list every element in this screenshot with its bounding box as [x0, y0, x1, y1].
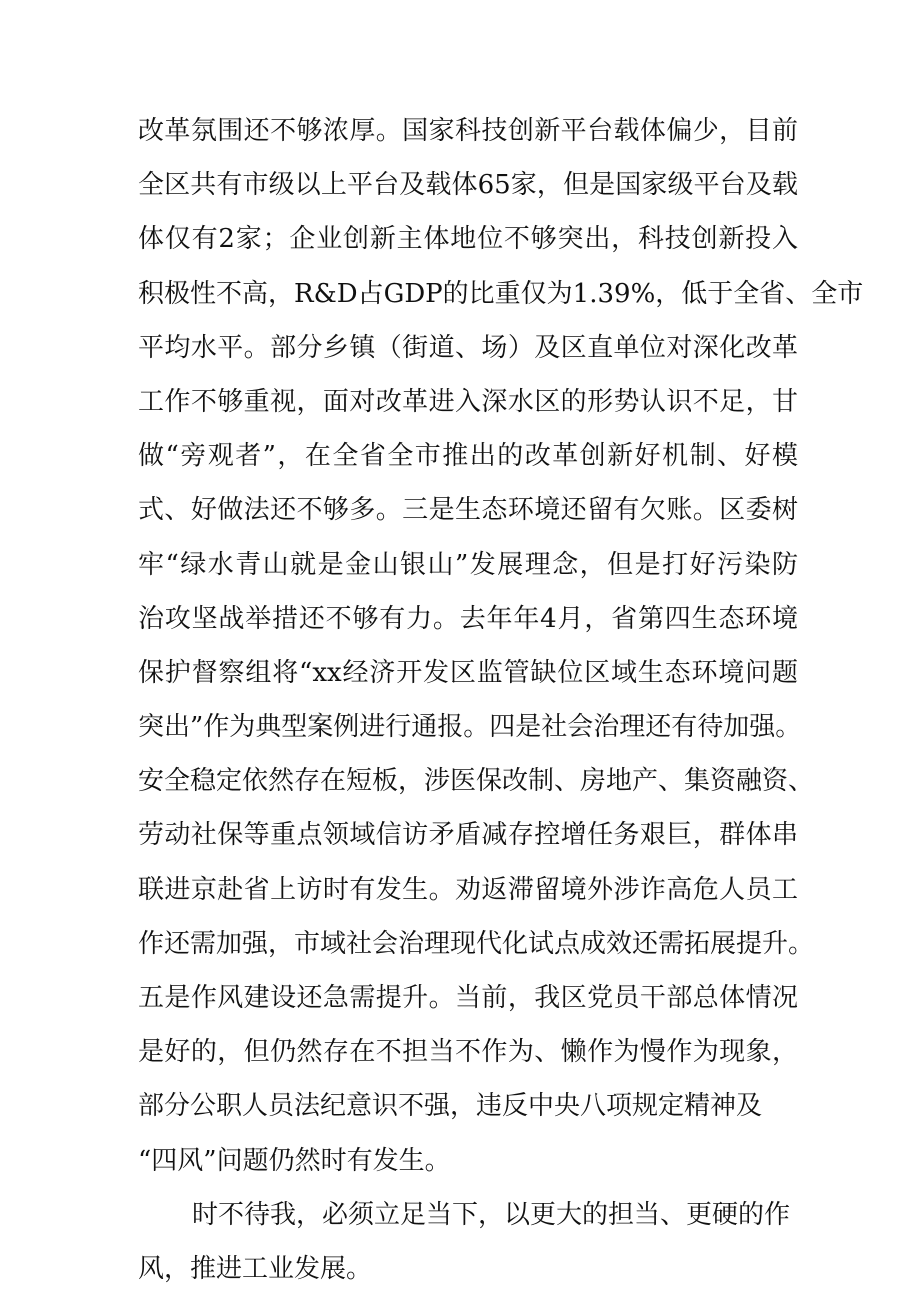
text-line: 是好的，但仍然存在不担当不作为、懒作为慢作为现象，: [138, 1037, 798, 1068]
paragraph-2: [138, 1188, 798, 1296]
text-line: 全区共有市级以上平台及载体65家，但是国家级平台及载: [138, 170, 798, 201]
paragraph-1: [138, 104, 864, 1188]
text-line: 联进京赴省上访时有发生。劝返滞留境外涉诈高危人员工: [138, 874, 798, 905]
text-line: 牢“绿水青山就是金山银山”发展理念，但是打好污染防: [138, 549, 798, 580]
text-line: 改革氛围还不够浓厚。国家科技创新平台载体偏少，目前: [138, 116, 798, 146]
text-line: 平均水平。部分乡镇（街道、场）及区直单位对深化改革: [138, 332, 798, 363]
text-line: 突出”作为典型案例进行通报。四是社会治理还有待加强。: [138, 712, 802, 743]
text-line: 式、好做法还不够多。三是生态环境还留有欠账。区委树: [138, 495, 798, 526]
text-line: 部分公职人员法纪意识不强，违反中央八项规定精神及: [138, 1091, 763, 1122]
text-line: 作还需加强，市域社会治理现代化试点成效还需拓展提升。: [138, 928, 815, 959]
text-line: 时不待我，必须立足当下，以更大的担当、更硬的作: [192, 1199, 791, 1230]
text-line: 保护督察组将“xx经济开发区监管缺位区域生态环境问题: [138, 657, 798, 688]
text-line: 风，推进工业发展。: [138, 1253, 373, 1284]
text-line: 五是作风建设还急需提升。当前，我区党员干部总体情况: [138, 983, 798, 1013]
text-line: 体仅有2家；企业创新主体地位不够突出，科技创新投入: [138, 224, 798, 255]
text-line: 工作不够重视，面对改革进入深水区的形势认识不足，甘: [138, 386, 798, 417]
text-line: “四风”问题仍然时有发生。: [138, 1145, 451, 1176]
text-line: 治攻坚战举措还不够有力。去年年4月，省第四生态环境: [138, 603, 798, 634]
text-line: 劳动社保等重点领域信访矛盾减存控增任务艰巨，群体串: [138, 820, 798, 851]
text-line: 做“旁观者”，在全省全市推出的改革创新好机制、好模: [138, 441, 798, 472]
body-text: [138, 104, 864, 1296]
text-line: 积极性不高，R&D占GDP的比重仅为1.39%，低于全省、全市: [138, 278, 864, 309]
text-line: 安全稳定依然存在短板，涉医保改制、房地产、集资融资、: [138, 766, 815, 797]
